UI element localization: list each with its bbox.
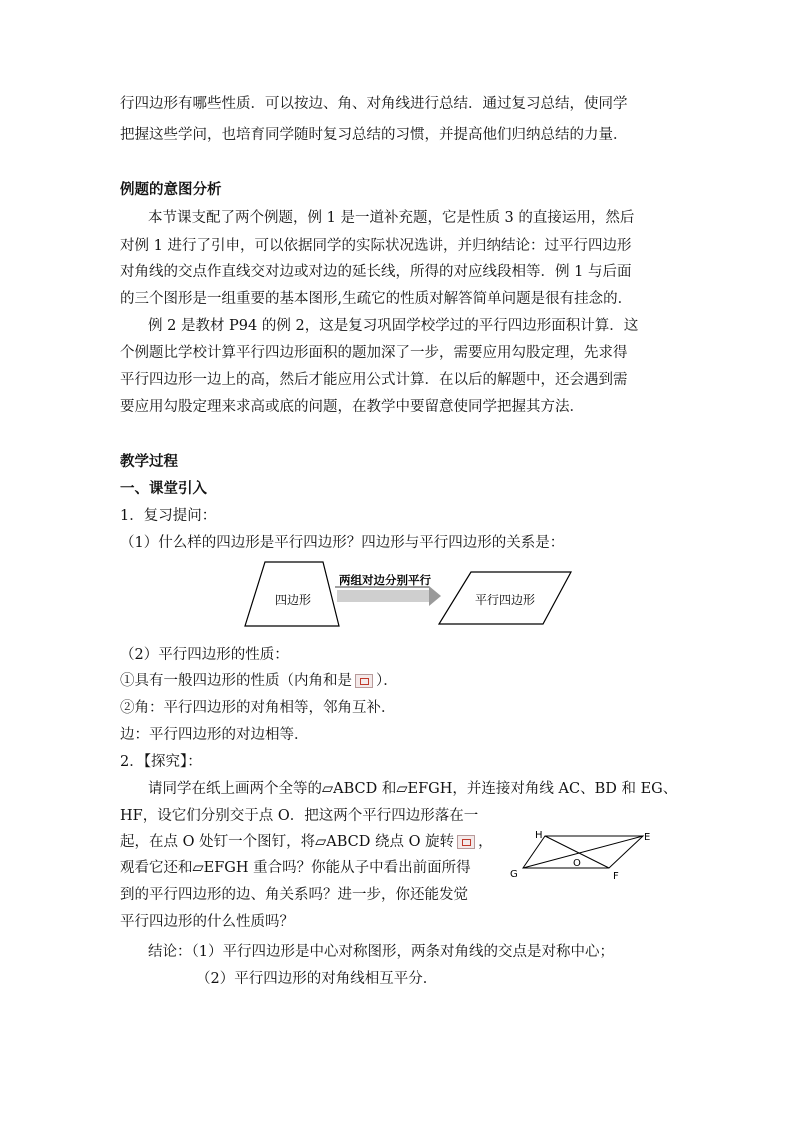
property-1	[120, 671, 398, 691]
intro-line-2: 把握这些学问，也培育同学随时复习总结的习惯，并提高他们归纳总结的力量．	[120, 127, 628, 143]
label-f: F	[613, 871, 619, 882]
conclusion-2: （2）平行四边形的对角线相互平分．	[196, 971, 438, 987]
arrow-head-icon	[429, 586, 441, 606]
analysis-p1-line-4: 的三个图形是一组重要的基本图形,生疏它的性质对解答简单问题是很有挂念的．	[120, 291, 633, 307]
missing-image-icon	[355, 674, 373, 688]
explore-line-2: HF，设它们分别交于点 O．把这两个平行四边形落在一	[120, 808, 479, 824]
arrow-label: 两组对边分别平行	[339, 573, 431, 587]
property-2: ②角：平行四边形的对角相等，邻角互补．	[120, 700, 396, 716]
section-1-heading: 一、课堂引入	[120, 481, 207, 497]
analysis-p1-line-1: 本节课支配了两个例题，例 1 是一道补充题，它是性质 3 的直接运用，然后	[148, 210, 635, 226]
explore-line-5: 到的平行四边形的边、角关系吗？进一步，你还能发觉	[120, 887, 468, 903]
item-1: 1．复习提问：	[120, 508, 217, 524]
explore-line-6: 平行四边形的什么性质吗？	[120, 914, 294, 930]
item-2: 2．【探究】：	[120, 754, 202, 770]
quadrilateral-label: 四边形	[274, 593, 312, 607]
process-heading: 教学过程	[120, 454, 178, 470]
arrow-shaft	[337, 590, 431, 602]
label-h: H	[535, 830, 543, 841]
conclusion-1: 结论：（1）平行四边形是中心对称图形，两条对角线的交点是对称中心；	[148, 944, 614, 960]
property-1-end: ）．	[376, 673, 398, 689]
quadrilateral-diagram	[243, 560, 573, 630]
analysis-p2-line-4: 要应用勾股定理来求高或底的问题，在教学中要留意使同学把握其方法．	[120, 399, 584, 415]
intro-line-1: 行四边形有哪些性质．可以按边、角、对角线进行总结．通过复习总结，使同学	[120, 96, 628, 112]
label-o: O	[573, 858, 581, 869]
explore-line-4: 观看它还和▱EFGH 重合吗？你能从子中看出前面所得	[120, 860, 471, 876]
missing-image-icon	[457, 835, 475, 849]
property-1-text: ①具有一般四边形的性质（内角和是	[120, 673, 352, 689]
property-3: 边：平行四边形的对边相等．	[120, 727, 309, 743]
parallelogram-efgh-diagram	[505, 826, 655, 882]
analysis-p1-line-3: 对角线的交点作直线交对边或对边的延长线，所得的对应线段相等．例 1 与后面	[120, 264, 632, 280]
analysis-p2-line-1: 例 2 是教材 P94 的例 2，这是复习巩固学校学过的平行四边形面积计算．这	[148, 318, 639, 334]
analysis-heading: 例题的意图分析	[120, 182, 222, 198]
question-2: （2）平行四边形的性质：	[120, 647, 289, 663]
explore-line-1: 请同学在纸上画两个全等的▱ABCD 和▱EFGH，并连接对角线 AC、BD 和 EG、	[148, 781, 678, 797]
explore-line-3-end: ，	[478, 834, 493, 850]
analysis-p2-line-3: 平行四边形一边上的高，然后才能应用公式计算．在以后的解题中，还会遇到需	[120, 372, 628, 388]
label-e: E	[644, 832, 651, 843]
label-g: G	[510, 869, 518, 880]
parallelogram-label: 平行四边形	[474, 593, 536, 607]
analysis-p1-line-2: 对例 1 进行了引申，可以依据同学的实际状况选讲，并归纳结论：过平行四边形	[120, 238, 632, 254]
explore-line-3	[120, 832, 493, 852]
explore-line-3-text: 起，在点 O 处钉一个图钉，将▱ABCD 绕点 O 旋转	[120, 834, 455, 850]
question-1: （1）什么样的四边形是平行四边形？四边形与平行四边形的关系是：	[120, 535, 565, 551]
analysis-p2-line-2: 个例题比学校计算平行四边形面积的题加深了一步，需要应用勾股定理，先求得	[120, 345, 628, 361]
